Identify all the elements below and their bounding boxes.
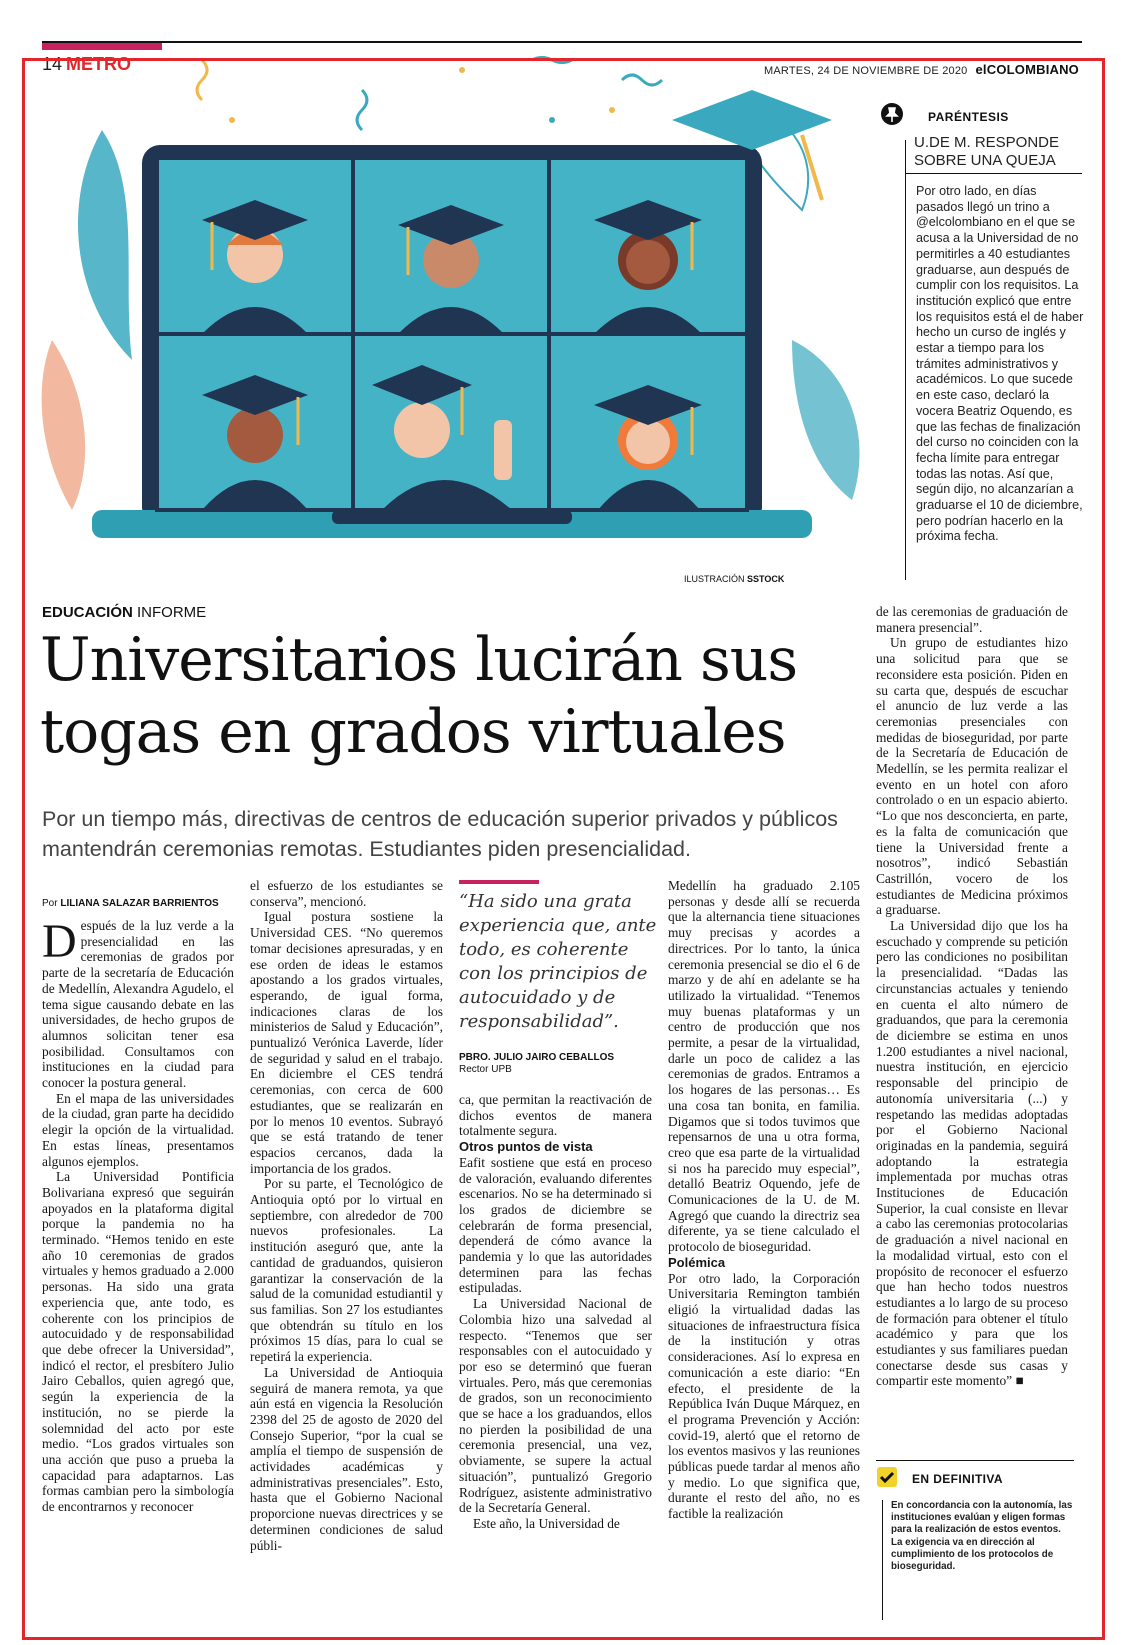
highlight-frame: [22, 58, 1105, 1640]
sidebar-title: U.DE M. RESPONDE SOBRE UNA QUEJA: [914, 134, 1060, 169]
byline-prefix: Por: [42, 898, 58, 909]
kicker-type: INFORME: [137, 604, 207, 621]
sidebar-body: Por otro lado, en días pasados llegó un trino a @elcolombiano en el que se acusa a la Universidad de no permitirles a 40 estudiantes graduarse, aun después de cumplir con los requisitos. La institución explicó que entre los requisitos está el de haber hecho un curso de inglés y estar a tiempo para los trámites administrativos y académicos. Lo que sucede en este caso, declaró la vocera Beatriz Oquendo, es que las fechas de finalización del curso no coinciden con la fecha límite para entregar todas las notas. Así que, según dijo, no alcanzarían a graduarse el 10 de diciembre, pero podrían hacerlo en la próxima fecha.: [916, 184, 1084, 544]
article-paragraph: ca, que permitan la reactivación de dichos eventos de manera totalmente segura.: [459, 1092, 652, 1139]
article-paragraph: Medellín ha graduado 2.105 personas y desde allí se recuerda que la alternancia tiene situaciones muy precisas y acordes a directrices. Por lo tanto, la única ceremonia presencial se dio el 6 de marzo y de ahí en adelante se ha utilizado la virtualidad. “Tenemos muy buenas plataformas y un centro de producción que nos permite, a pesar de la virtualidad, darle un poco de calidez a las ceremonias de grados. Entramos a los hogares de las personas… Es una cosa tan bonita, en familia. Digamos que si todos tuvimos que repensarnos de una u otra forma, creo que esa parte de la virtualidad si nos ha parecido muy especial”, detalló Beatriz Oquendo, jefe de Comunicaciones de la U. de M. Agregó que cuando la directriz sea diferente, ya se tiene calculado el protocolo de bioseguridad.: [668, 878, 860, 1255]
page-number: 14: [42, 54, 63, 74]
article-paragraph: Después de la luz verde a la presencialidad en las ceremonias de grados por parte de la secretaría de Educación de Medellín, Alexandra Agudelo, el tema sigue causando debate en las universidades, de hecho grupos de alumnos solicitan tener esa posibilidad. Consultamos con instituciones en la ciudad para conocer la postura general.: [42, 915, 234, 1091]
pull-quote: “Ha sido una grata experiencia que, ante todo, es coherente con los principios de autocuidado y de responsabilidad”.: [459, 891, 657, 1032]
article-paragraph: Por otro lado, la Corporación Universitaria Remington también eligió la virtualidad dadas las situaciones de infraestructura física de la institución y otras consideraciones. Así lo expresa en comunicación a este diario: “En efecto, el presidente de la República Iván Duque Márquez, en el programa Prevención y Acción: covid-19, alertó que el retorno de los eventos masivos y las reuniones públicas puede tardar al menos año y medio. Lo que significa que, durante el resto del año, no es factible la realización: [668, 1270, 860, 1522]
subhead-otros-puntos: Otros puntos de vista: [459, 1139, 593, 1155]
article-paragraph: La Universidad Nacional de Colombia hizo una salvedad al respecto. “Tenemos que ser responsables con el autocuidado y por eso se determinó que fueran virtuales. Pero, más que ceremonias de grados, son un reconocimiento que se hace a los graduandos, ellos no pierden la posibilidad de una ceremonia presencial, una vez, obviamente, se supere la actual situación”, puntualizó Gregorio Rodríguez, asistente administrativo de la Secretaría General.: [459, 1296, 652, 1516]
article-paragraph: de las ceremonias de graduación de manera presencial”.: [876, 604, 1068, 635]
summary-label: EN DEFINITIVA: [912, 1472, 1003, 1486]
article-paragraph: La Universidad Pontificia Bolivariana expresó que seguirán apoyados en la plataforma digital porque la pandemia no ha terminado. “Hemos tenido en este año 10 ceremonias de grados virtuales y hemos graduado a 2.000 personas. Ha sido una grata experiencia que, ante todo, es coherente con los principios de autocuidado y de responsabilidad que debe ofrecer la Universidad”, indicó el rector, el presbítero Julio Jairo Ceballos, quien agregó que, según la experiencia de la institución, no se pierde la solemnidad del acto por este medio. “Los grados virtuales son una acción que puso a prueba la capacidad para adaptarnos. Las formas cambian pero la simbología de encontrarnos y reconocer: [42, 1169, 234, 1515]
quote-role: Rector UPB: [459, 1064, 512, 1075]
issue-date: MARTES, 24 DE NOVIEMBRE DE 2020: [764, 65, 968, 77]
section-name: METRO: [66, 54, 132, 74]
credit-prefix: ILUSTRACIÓN: [684, 574, 745, 584]
kicker-section: EDUCACIÓN: [42, 604, 133, 621]
byline-author: LILIANA SALAZAR BARRIENTOS: [60, 898, 219, 909]
article-paragraph: Por su parte, el Tecnológico de Antioquia optó por lo virtual en septiembre, con alrededor de 700 nuevos profesionales. La institución aseguró que, ante la cantidad de graduandos, quisieron garantizar la conservación de la salud de la comunidad estudiantil y sus familias. Son 27 los estudiantes que obtendrán su título en los próximos 15 días, para lo cual se repetirá la experiencia.: [250, 1176, 443, 1365]
drop-cap: D: [42, 915, 77, 968]
article-paragraph: La Universidad de Antioquia seguirá de manera remota, ya que aún está en vigencia la Resolución 2398 del 25 de agosto de 2020 del Consejo Superior, “por la cual se amplía el tiempo de suspensión de actividades académicas y administrativas presenciales”. Esto, hasta que el Gobierno Nacional proporcione nuevas directrices y se determinen condiciones de salud públi-: [250, 1364, 443, 1553]
headline: Universitarios lucirán sus togas en grados virtuales: [40, 625, 798, 767]
article-paragraph: En el mapa de las universidades de la ciudad, gran parte ha decidido elegir la opción de la virtualidad. En estas líneas, presentamos algunos ejemplos.: [42, 1090, 234, 1169]
sidebar-label: PARÉNTESIS: [928, 110, 1009, 124]
article-paragraph: Eafit sostiene que está en proceso de valoración, evaluando diferentes escenarios. No se ha determinado si los grados de diciembre se celebrarán de forma presencial, dependerá de cómo avance la pandemia y lo que las autoridades determinen para las fechas estipuladas.: [459, 1154, 652, 1296]
deck: Por un tiempo más, directivas de centros de educación superior privados y públicos mantendrán ceremonias remotas. Estudiantes piden presencialidad.: [42, 807, 838, 861]
subhead-polemica: Polémica: [668, 1254, 726, 1270]
article-paragraph: La Universidad dijo que los ha escuchado y comprende su petición pero las condiciones no posibilitan la presencialidad. “Dadas las circunstancias actuales y teniendo en cuenta el alto número de graduandos, que para la ceremonia de diciembre se estima en unos 1.200 estudiantes a nivel nacional, nuestra institución, en ejercicio responsable del principio de autonomía universitaria (...) y respetando las medidas adoptadas por el Gobierno Nacional originadas en la pandemia, seguirá adoptando la estrategia implementada por muchas otras Instituciones de Educación Superior, la cual consiste en llevar a cabo las ceremonias protocolarias de graduación a nivel nacional en la modalidad virtual, esto con el propósito de reconocer el esfuerzo que han hecho todos nuestros estudiantes a lo largo de su proceso de formación para obtener el título académico y para que los estudiantes y sus familiares puedan conectarse desde sus casas y compartir este momento” ■: [876, 918, 1068, 1389]
credit-source: SSTOCK: [747, 574, 785, 584]
quote-author: PBRO. JULIO JAIRO CEBALLOS: [459, 1052, 615, 1063]
publication-name: elCOLOMBIANO: [975, 62, 1079, 77]
article-paragraph: el esfuerzo de los estudiantes se conserva”, mencionó.: [250, 878, 443, 909]
article-paragraph: Este año, la Universidad de: [473, 1515, 620, 1531]
summary-body: En concordancia con la autonomía, las instituciones evalúan y eligen formas para la realización de estos eventos. La exigencia va en dirección al cumplimiento de los protocolos de bioseguridad.: [891, 1500, 1073, 1573]
article-paragraph: Igual postura sostiene la Universidad CES. “No queremos tomar decisiones apresuradas, y en ese orden de ideas le estamos apostando a los grados virtuales, esperando, de igual forma, indicaciones claras de los ministerios de Salud y Educación”, puntualizó Verónica Laverde, líder de seguridad y salud en el trabajo. En diciembre el CES tendrá ceremonias, con cerca de 600 estudiantes, que se realizarán en por lo menos 10 eventos. Subrayó que se está tratando de tener espacios cercanos, dada la importancia de los grados.: [250, 909, 443, 1176]
article-paragraph: Un grupo de estudiantes hizo una solicitud para que se reconsidere esta posición. Piden en su carta que, después de escuchar el anuncio de luz verde a las ceremonias presenciales con medidas de bioseguridad, por parte de la Secretaría de Educación de Medellín, se les permita realizar el evento en un hotel con aforo controlado o en un espacio abierto. “Lo que nos desconcierta, en parte, es la falta de comunicación que tiene la Universidad frente a nosotros”, indicó Sebastián Castrillón, vocero de los estudiantes de Medicina próximos a graduarse.: [876, 635, 1068, 918]
